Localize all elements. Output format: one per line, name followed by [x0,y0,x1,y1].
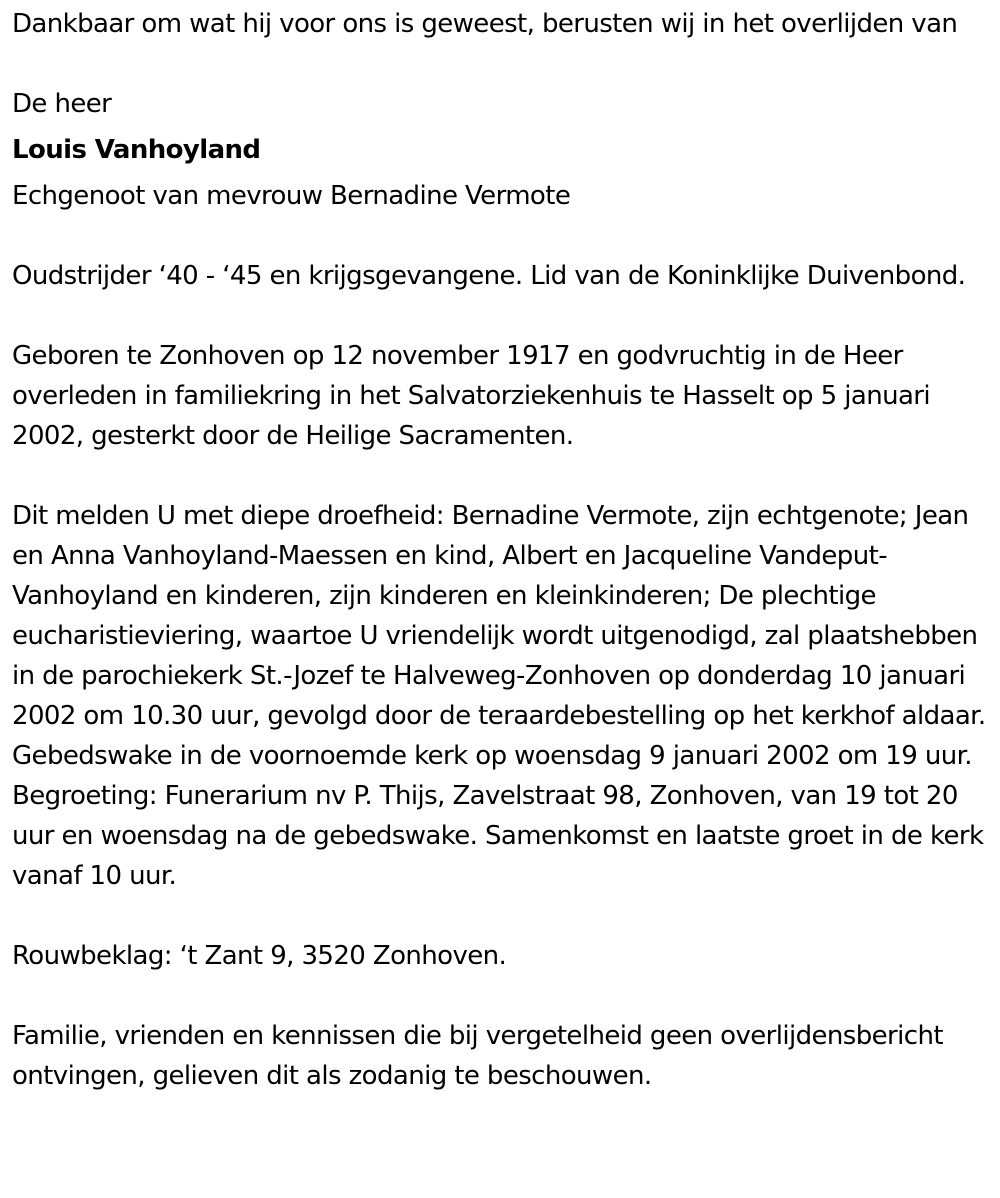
deceased-name: Louis Vanhoyland [12,135,261,165]
spouse-line: Echgenoot van mevrouw Bernadine Vermote [12,181,571,211]
bio-paragraph: Oudstrijder ‘40 - ‘45 en krijgsgevangene. Lid van de Koninklijke Duivenbond. [12,261,966,291]
announcement-paragraph: Dit melden U met diepe droefheid: Bernadine Vermote, zijn echtgenote; Jean en Anna Vanhoyland-Maessen en kind, Albert en Jacqueline Vandeput-Vanhoyland en kinderen, zijn kinderen en kleinkinderen; De plechtige eucharistieviering, waartoe U vriendelijk wordt uitgenodigd, zal plaatshebben in de parochiekerk St.-Jozef te Halveweg-Zonhoven op donderdag 10 januari 2002 om 10.30 uur, gevolgd door de teraardebestelling op het kerkhof aldaar. Gebedswake in de voornoemde kerk op woensdag 9 januari 2002 om 19 uur. Begroeting: Funerarium nv P. Thijs, Zavelstraat 98, Zonhoven, van 19 tot 20 uur en woensdag na de gebedswake. Samenkomst en laatste groet in de kerk vanaf 10 uur. [12,501,986,891]
closing-paragraph: Familie, vrienden en kennissen die bij vergetelheid geen overlijdensbericht ontvingen, gelieven dit als zodanig te beschouwen. [12,1021,943,1091]
birth-death-paragraph: Geboren te Zonhoven op 12 november 1917 en godvruchtig in de Heer overleden in familiekring in het Salvatorziekenhuis te Hasselt op 5 januari 2002, gesterkt door de Heilige Sacramenten. [12,341,930,451]
intro-paragraph: Dankbaar om wat hij voor ons is geweest, berusten wij in het overlijden van [12,9,958,39]
salutation: De heer [12,89,112,119]
condolence-address: Rouwbeklag: ‘t Zant 9, 3520 Zonhoven. [12,941,507,971]
